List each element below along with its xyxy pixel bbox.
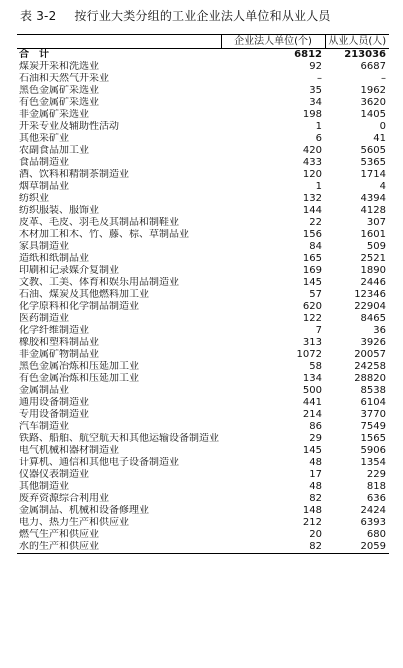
units-cell: 20 bbox=[309, 529, 322, 540]
column-header-employees: 从业人员(人) bbox=[325, 35, 389, 49]
industry-name-cell: 其他制造业 bbox=[19, 481, 69, 492]
employees-cell: 1714 bbox=[360, 169, 386, 180]
table-number: 表 3-2 bbox=[20, 9, 57, 23]
units-cell: 145 bbox=[302, 277, 322, 288]
employees-cell: 5906 bbox=[360, 445, 386, 456]
employees-cell: 20057 bbox=[354, 349, 386, 360]
employees-cell: 5365 bbox=[360, 157, 386, 168]
employees-cell: – bbox=[381, 73, 386, 84]
table-row bbox=[17, 61, 389, 73]
industry-name-cell: 黑色金属冶炼和压延加工业 bbox=[19, 361, 139, 372]
employees-cell: 1565 bbox=[360, 433, 386, 444]
units-cell: 441 bbox=[302, 397, 322, 408]
table-row bbox=[17, 385, 389, 397]
table-row bbox=[17, 241, 389, 253]
table-title bbox=[20, 7, 331, 29]
units-cell: 144 bbox=[302, 205, 322, 216]
units-cell: 148 bbox=[302, 505, 322, 516]
employees-cell: 4394 bbox=[360, 193, 386, 204]
table-row bbox=[17, 529, 389, 541]
industry-name-cell: 电气机械和器材制造业 bbox=[19, 445, 119, 456]
units-cell: 214 bbox=[302, 409, 322, 420]
units-cell: 6812 bbox=[294, 49, 322, 60]
units-cell: 58 bbox=[309, 361, 322, 372]
units-cell: 92 bbox=[309, 61, 322, 72]
employees-cell: 41 bbox=[373, 133, 386, 144]
industry-name-cell: 黑色金属矿采选业 bbox=[19, 85, 99, 96]
industry-name-cell: 化学原料和化学制品制造业 bbox=[19, 301, 139, 312]
employees-cell: 3620 bbox=[360, 97, 386, 108]
table-body bbox=[17, 49, 389, 554]
statistics-table bbox=[17, 34, 389, 554]
units-cell: 433 bbox=[302, 157, 322, 168]
employees-cell: 0 bbox=[379, 121, 386, 132]
employees-cell: 213036 bbox=[344, 49, 386, 60]
table-row bbox=[17, 301, 389, 313]
table-row bbox=[17, 85, 389, 97]
employees-cell: 1962 bbox=[360, 85, 386, 96]
table-row bbox=[17, 337, 389, 349]
employees-cell: 2059 bbox=[325, 541, 389, 554]
units-cell: 35 bbox=[309, 85, 322, 96]
industry-name-cell: 金属制品、机械和设备修理业 bbox=[19, 505, 149, 516]
table-row bbox=[17, 505, 389, 517]
employees-cell: 7549 bbox=[360, 421, 386, 432]
employees-cell: 8465 bbox=[360, 313, 386, 324]
units-cell: 165 bbox=[302, 253, 322, 264]
column-header-units: 企业法人单位(个) bbox=[221, 35, 325, 49]
industry-name-cell: 皮革、毛皮、羽毛及其制品和制鞋业 bbox=[19, 217, 179, 228]
table-row bbox=[17, 373, 389, 385]
units-cell: 1 bbox=[315, 121, 322, 132]
industry-name-cell: 燃气生产和供应业 bbox=[19, 529, 99, 540]
statistics-table-container bbox=[17, 34, 389, 554]
industry-name-cell: 有色金属矿采选业 bbox=[19, 97, 99, 108]
units-cell: 57 bbox=[309, 289, 322, 300]
industry-name-cell: 汽车制造业 bbox=[19, 421, 69, 432]
units-cell: 84 bbox=[309, 241, 322, 252]
units-cell: 7 bbox=[315, 325, 322, 336]
units-cell: 82 bbox=[221, 541, 325, 554]
industry-name-cell: 化学纤维制造业 bbox=[19, 325, 89, 336]
employees-cell: 509 bbox=[366, 241, 386, 252]
table-row bbox=[17, 409, 389, 421]
industry-name-cell: 电力、热力生产和供应业 bbox=[19, 517, 129, 528]
units-cell: 198 bbox=[302, 109, 322, 120]
table-row bbox=[17, 421, 389, 433]
table-row-total bbox=[17, 49, 389, 62]
units-cell: 29 bbox=[309, 433, 322, 444]
table-row bbox=[17, 193, 389, 205]
employees-cell: 8538 bbox=[360, 385, 386, 396]
employees-cell: 3770 bbox=[360, 409, 386, 420]
units-cell: 48 bbox=[309, 481, 322, 492]
units-cell: 120 bbox=[302, 169, 322, 180]
employees-cell: 22904 bbox=[354, 301, 386, 312]
industry-name-cell: 非金属矿采选业 bbox=[19, 109, 89, 120]
table-row bbox=[17, 157, 389, 169]
units-cell: 6 bbox=[315, 133, 322, 144]
industry-name-cell: 有色金属冶炼和压延加工业 bbox=[19, 373, 139, 384]
employees-cell: 307 bbox=[366, 217, 386, 228]
table-row bbox=[17, 493, 389, 505]
units-cell: 1072 bbox=[296, 349, 322, 360]
employees-cell: 24258 bbox=[354, 361, 386, 372]
units-cell: 122 bbox=[302, 313, 322, 324]
employees-cell: 636 bbox=[366, 493, 386, 504]
industry-name-cell: 计算机、通信和其他电子设备制造业 bbox=[19, 457, 179, 468]
industry-name-cell: 酒、饮料和精制茶制造业 bbox=[19, 169, 129, 180]
units-cell: 17 bbox=[309, 469, 322, 480]
industry-name-cell: 铁路、船舶、航空航天和其他运输设备制造业 bbox=[19, 433, 219, 444]
table-row bbox=[17, 541, 389, 554]
industry-name-cell: 其他采矿业 bbox=[19, 133, 69, 144]
employees-cell: 2424 bbox=[360, 505, 386, 516]
employees-cell: 36 bbox=[373, 325, 386, 336]
employees-cell: 3926 bbox=[360, 337, 386, 348]
industry-name-cell: 仪器仪表制造业 bbox=[19, 469, 89, 480]
table-row bbox=[17, 289, 389, 301]
table-row bbox=[17, 217, 389, 229]
units-cell: 132 bbox=[302, 193, 322, 204]
table-row bbox=[17, 229, 389, 241]
industry-name-cell: 石油、煤炭及其他燃料加工业 bbox=[19, 289, 149, 300]
industry-name-cell: 废弃资源综合利用业 bbox=[19, 493, 109, 504]
table-title-text: 按行业大类分组的工业企业法人单位和从业人员 bbox=[74, 9, 331, 23]
table-row bbox=[17, 181, 389, 193]
units-cell: – bbox=[317, 73, 322, 84]
table-row bbox=[17, 361, 389, 373]
units-cell: 34 bbox=[309, 97, 322, 108]
industry-name-cell: 水的生产和供应业 bbox=[17, 541, 221, 554]
industry-name-cell: 纺织服装、服饰业 bbox=[19, 205, 99, 216]
industry-name-cell: 专用设备制造业 bbox=[19, 409, 89, 420]
employees-cell: 1890 bbox=[360, 265, 386, 276]
industry-name-cell: 文教、工美、体育和娱乐用品制造业 bbox=[19, 277, 179, 288]
employees-cell: 2446 bbox=[360, 277, 386, 288]
industry-name-cell: 开采专业及辅助性活动 bbox=[19, 121, 119, 132]
units-cell: 169 bbox=[302, 265, 322, 276]
table-header-row bbox=[17, 35, 389, 49]
units-cell: 48 bbox=[309, 457, 322, 468]
table-row bbox=[17, 313, 389, 325]
employees-cell: 229 bbox=[366, 469, 386, 480]
employees-cell: 6687 bbox=[360, 61, 386, 72]
units-cell: 500 bbox=[302, 385, 322, 396]
industry-name-cell: 印刷和记录媒介复制业 bbox=[19, 265, 119, 276]
table-row bbox=[17, 397, 389, 409]
table-row bbox=[17, 205, 389, 217]
table-row bbox=[17, 253, 389, 265]
industry-name-cell: 纺织业 bbox=[19, 193, 49, 204]
employees-cell: 6104 bbox=[360, 397, 386, 408]
industry-name-cell: 通用设备制造业 bbox=[19, 397, 89, 408]
table-row bbox=[17, 265, 389, 277]
employees-cell: 1601 bbox=[360, 229, 386, 240]
table-row bbox=[17, 517, 389, 529]
table-row bbox=[17, 433, 389, 445]
employees-cell: 4 bbox=[379, 181, 386, 192]
column-header-industry bbox=[17, 35, 221, 49]
table-row bbox=[17, 325, 389, 337]
units-cell: 313 bbox=[302, 337, 322, 348]
table-row bbox=[17, 121, 389, 133]
industry-name-cell: 橡胶和塑料制品业 bbox=[19, 337, 99, 348]
industry-name-cell: 造纸和纸制品业 bbox=[19, 253, 89, 264]
employees-cell: 5605 bbox=[360, 145, 386, 156]
table-row bbox=[17, 145, 389, 157]
table-row bbox=[17, 469, 389, 481]
industry-name-cell: 食品制造业 bbox=[19, 157, 69, 168]
units-cell: 145 bbox=[302, 445, 322, 456]
table-row bbox=[17, 349, 389, 361]
table-row bbox=[17, 277, 389, 289]
industry-name-cell: 家具制造业 bbox=[19, 241, 69, 252]
industry-name-cell: 合 计 bbox=[19, 49, 49, 60]
employees-cell: 4128 bbox=[360, 205, 386, 216]
employees-cell: 680 bbox=[366, 529, 386, 540]
employees-cell: 1405 bbox=[360, 109, 386, 120]
table-row bbox=[17, 169, 389, 181]
units-cell: 86 bbox=[309, 421, 322, 432]
industry-name-cell: 木材加工和木、竹、藤、棕、草制品业 bbox=[19, 229, 189, 240]
employees-cell: 1354 bbox=[360, 457, 386, 468]
industry-name-cell: 烟草制品业 bbox=[19, 181, 69, 192]
units-cell: 420 bbox=[302, 145, 322, 156]
table-row bbox=[17, 109, 389, 121]
industry-name-cell: 非金属矿物制品业 bbox=[19, 349, 99, 360]
table-row bbox=[17, 133, 389, 145]
units-cell: 620 bbox=[302, 301, 322, 312]
units-cell: 212 bbox=[302, 517, 322, 528]
units-cell: 1 bbox=[315, 181, 322, 192]
table-row bbox=[17, 73, 389, 85]
table-row bbox=[17, 97, 389, 109]
industry-name-cell: 农副食品加工业 bbox=[19, 145, 89, 156]
table-row bbox=[17, 445, 389, 457]
employees-cell: 12346 bbox=[354, 289, 386, 300]
units-cell: 156 bbox=[302, 229, 322, 240]
employees-cell: 28820 bbox=[354, 373, 386, 384]
units-cell: 22 bbox=[309, 217, 322, 228]
table-row bbox=[17, 457, 389, 469]
industry-name-cell: 煤炭开采和洗选业 bbox=[19, 61, 99, 72]
table-row bbox=[17, 481, 389, 493]
employees-cell: 2521 bbox=[360, 253, 386, 264]
employees-cell: 818 bbox=[366, 481, 386, 492]
industry-name-cell: 金属制品业 bbox=[19, 385, 69, 396]
employees-cell: 6393 bbox=[360, 517, 386, 528]
units-cell: 134 bbox=[302, 373, 322, 384]
industry-name-cell: 石油和天然气开采业 bbox=[19, 73, 109, 84]
units-cell: 82 bbox=[309, 493, 322, 504]
industry-name-cell: 医药制造业 bbox=[19, 313, 69, 324]
